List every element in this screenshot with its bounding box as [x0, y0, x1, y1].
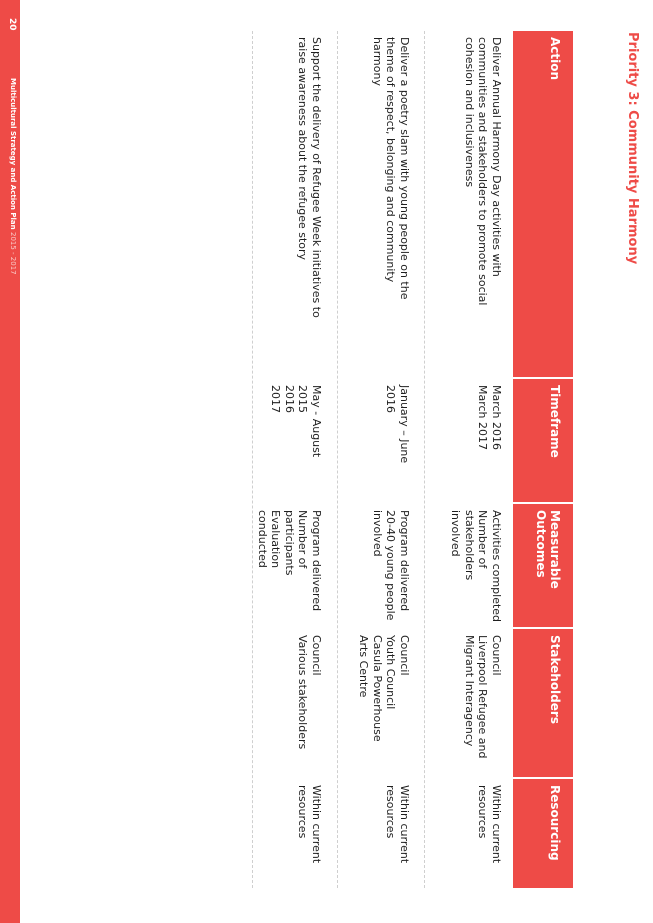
page-heading: Priority 3: Community Harmony — [625, 32, 640, 265]
row1-outcomes: Activities completed Number of stakeholders involved — [449, 510, 503, 623]
row1-timeframe: March 2016 March 2017 — [476, 385, 503, 451]
column-header-action: Action — [513, 31, 573, 379]
row2-action: Deliver a poetry slam with young people on the theme of respect, belonging and community harmony — [371, 37, 411, 300]
row2-outcomes: Program delivered 20-40 young people involved — [371, 510, 411, 621]
column-header-measurable-outcomes: Measurable Outcomes — [513, 504, 573, 629]
row-divider — [337, 31, 338, 888]
footer-years: 2015 - 2017 — [9, 232, 17, 275]
row3-stakeholders: Council Various stakeholders — [296, 635, 323, 750]
row3-outcomes: Program delivered Number of participants Evaluation conducted — [256, 510, 323, 612]
row2-timeframe: January – June 2016 — [384, 385, 411, 464]
row-divider — [424, 31, 425, 888]
row3-resourcing: Within current resources — [296, 785, 323, 864]
column-header-stakeholders: Stakeholders — [513, 629, 573, 779]
row2-stakeholders: Council Youth Council Casula Powerhouse Arts Centre — [357, 635, 411, 742]
row1-action: Deliver Annual Harmony Day activities with communities and stakeholders to promote social cohesion and inclusiveness — [463, 37, 503, 306]
row-divider — [252, 31, 253, 888]
row1-stakeholders: Council Liverpool Refugee and Migrant Interagency — [463, 635, 503, 759]
row3-action: Support the delivery of Refugee Week initiatives to raise awareness about the refugee story — [296, 37, 323, 318]
footer-title — [9, 78, 17, 275]
column-header-resourcing: Resourcing — [513, 779, 573, 888]
row2-resourcing: Within current resources — [384, 785, 411, 864]
row1-resourcing: Within current resources — [476, 785, 503, 864]
page-number: 20 — [7, 18, 17, 31]
row3-timeframe: May - August 2015 2016 2017 — [269, 385, 323, 458]
footer-doc-title: Multicultural Strategy and Action Plan — [9, 78, 17, 230]
column-header-timeframe: Timeframe — [513, 379, 573, 504]
